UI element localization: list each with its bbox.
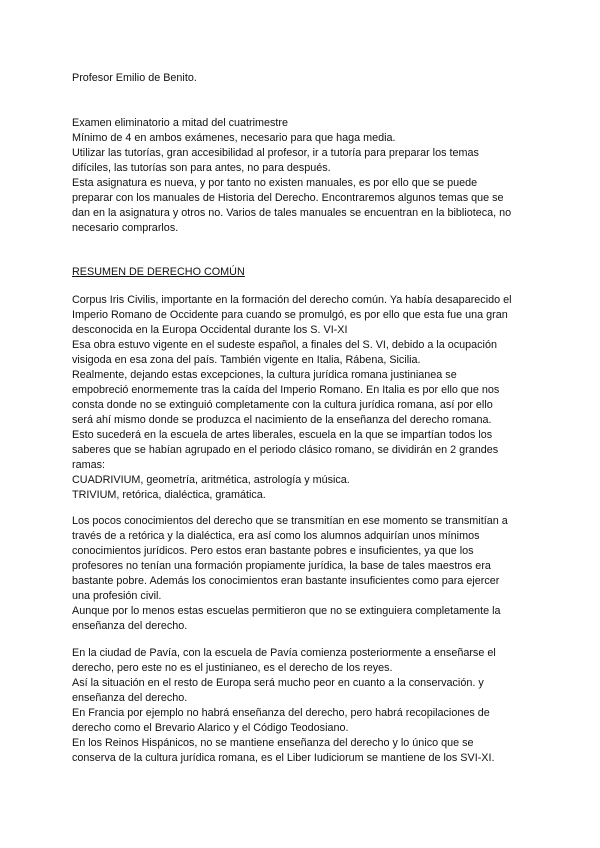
body-line: derecho, pero este no es el justinianeo, es el derecho de los reyes. xyxy=(72,662,393,674)
body-line: CUADRIVIUM, geometría, aritmética, astrología y música. xyxy=(72,474,350,486)
body-line: través de a retórica y la dialéctica, era así como los alumnos adquirían unos mínimos xyxy=(72,530,480,542)
body-line: Esto sucederá en la escuela de artes liberales, escuela en la que se impartían todos los xyxy=(72,429,493,441)
intro-line: Mínimo de 4 en ambos exámenes, necesario para que haga media. xyxy=(72,132,396,144)
intro-line: necesario comprarlos. xyxy=(72,222,179,234)
body-line: desconocida en la Europa Occidental durante los S. VI-XI xyxy=(72,324,348,336)
body-line: una profesión civil. xyxy=(72,590,162,602)
body-line: bastante pobre. Además los conocimientos eran bastante insuficientes como para ejercer xyxy=(72,575,500,587)
body-line: conserva de la cultura jurídica romana, es el Liber Iudiciorum se mantiene de los SVI-XI. xyxy=(72,752,495,764)
body-line: consta donde no se extinguió completamente con la cultura jurídica romana, así por ello xyxy=(72,399,493,411)
body-line: enseñanza del derecho. xyxy=(72,620,188,632)
body-line: Así la situación en el resto de Europa será mucho peor en cuanto a la conservación. y xyxy=(72,677,484,689)
author-line: Profesor Emilio de Benito. xyxy=(72,72,197,84)
body-line: Corpus Iris Civilis, importante en la formación del derecho común. Ya había desaparecido el xyxy=(72,294,512,306)
body-line: empobreció enormemente tras la caída del Imperio Romano. En Italia es por ello que nos xyxy=(72,384,500,396)
body-line: enseñanza del derecho. xyxy=(72,692,188,704)
body-line: TRIVIUM, retórica, dialéctica, gramática. xyxy=(72,489,266,501)
body-line: será ahí mismo donde se produzca el nacimiento de la enseñanza del derecho romana. xyxy=(72,414,492,426)
body-line: En Francia por ejemplo no habrá enseñanza del derecho, pero habrá recopilaciones de xyxy=(72,707,490,719)
body-line: En los Reinos Hispánicos, no se mantiene enseñanza del derecho y lo único que se xyxy=(72,737,474,749)
body-line: conocimientos jurídicos. Pero estos eran bastante pobres e insuficientes, ya que los xyxy=(72,545,474,557)
body-line: Aunque por lo menos estas escuelas permitieron que no se extinguiera completamente la xyxy=(72,605,501,617)
body-line: derecho como el Brevario Alarico y el Código Teodosiano. xyxy=(72,722,349,734)
body-line: Imperio Romano de Occidente para cuando se promulgó, es por ello que esta fue una gran xyxy=(72,309,508,321)
body-line: Esa obra estuvo vigente en el sudeste español, a finales del S. VI, debido a la ocupación xyxy=(72,339,497,351)
body-line: En la ciudad de Pavía, con la escuela de Pavía comienza posteriormente a enseñarse el xyxy=(72,647,496,659)
body-line: visigoda en esa zona del país. También vigente en Italia, Rábena, Sicilia. xyxy=(72,354,421,366)
body-line: Los pocos conocimientos del derecho que se transmitían en ese momento se transmitían a xyxy=(72,515,508,527)
intro-line: preparar con los manuales de Historia del Derecho. Encontraremos algunos temas que se xyxy=(72,192,504,204)
intro-line: dan en la asignatura y otros no. Varios de tales manuales se encuentran en la biblioteca, no xyxy=(72,207,512,219)
intro-line: difíciles, las tutorías son para antes, no para después. xyxy=(72,162,331,174)
intro-line: Examen eliminatorio a mitad del cuatrimestre xyxy=(72,117,289,129)
intro-line: Utilizar las tutorías, gran accesibilidad al profesor, ir a tutoría para preparar los temas xyxy=(72,147,479,159)
body-line: saberes que se habían agrupado en el periodo clásico romano, se dividirán en 2 grandes xyxy=(72,444,499,456)
body-line: ramas: xyxy=(72,459,105,471)
intro-line: Esta asignatura es nueva, y por tanto no existen manuales, es por ello que se puede xyxy=(72,177,478,189)
body-line: profesores no tenían una formación propiamente jurídica, la base de tales maestros era xyxy=(72,560,491,572)
section-title: RESUMEN DE DERECHO COMÚN xyxy=(72,266,245,278)
body-line: Realmente, dejando estas excepciones, la cultura jurídica romana justinianea se xyxy=(72,369,457,381)
